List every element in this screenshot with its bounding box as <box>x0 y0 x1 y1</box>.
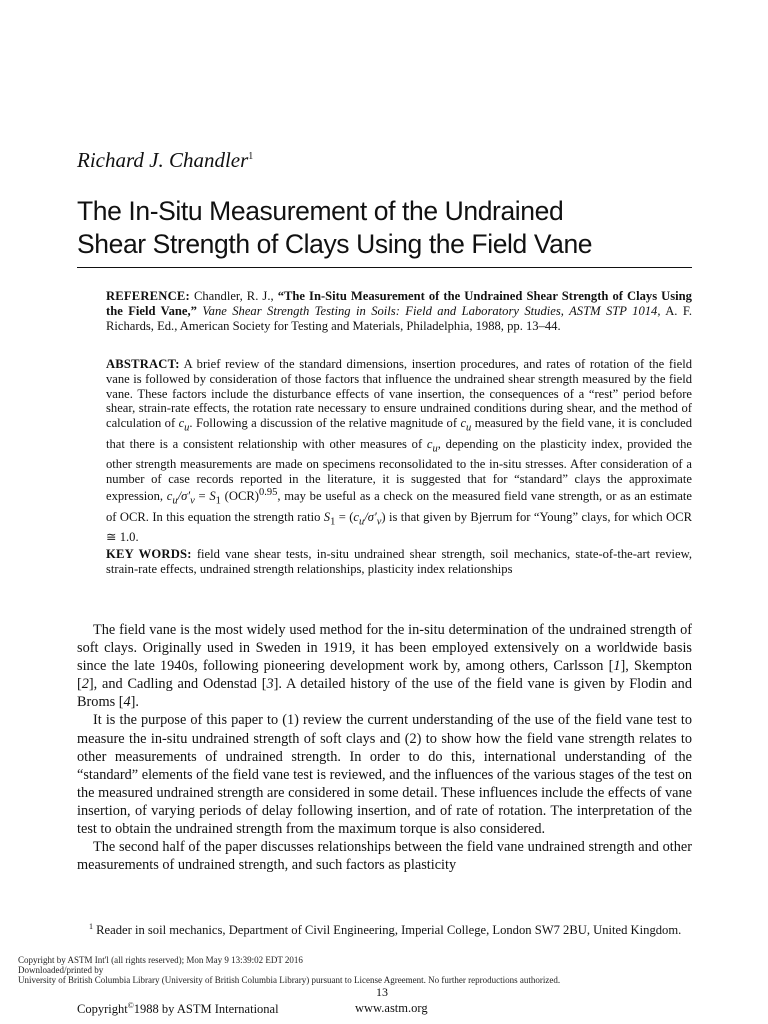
math-subscript: v <box>376 516 382 528</box>
math-symbol: c <box>166 489 173 504</box>
page-number: 13 <box>376 985 388 999</box>
math-symbol: c <box>460 416 467 431</box>
paragraph-text: ], Skempton [ <box>77 658 692 693</box>
reference-text: Chandler, R. J., <box>189 289 278 303</box>
footnote-mark: 1 <box>89 922 93 931</box>
math-symbol: c <box>426 436 433 451</box>
title-divider <box>77 267 692 268</box>
math-subscript: 1 <box>215 496 221 508</box>
math-exponent: 0.95 <box>258 487 278 499</box>
body-text <box>77 621 692 874</box>
body-paragraph-2: It is the purpose of this paper to (1) review the current understanding of the use of the field vane test to measure the in-situ undrained strength of soft clays and (2) to show how the field vane strength relates to other measurements of undrained strength. In order to do this, international understanding of the “standard” elements of the field vane test is reviewed, and the influences of the various stages of the test on the measured undrained strength are considered in some detail. These influences include the effects of vane insertion, of varying periods of delay following insertion, and of rate of rotation. The interpretation of the test to obtain the undrained strength from the maximum torque is also considered. <box>77 712 692 838</box>
abstract-text: ) is that given by Bjerrum for “Young” clays, for which OCR ≅ 1.0. <box>106 509 693 545</box>
math-subscript: u <box>184 422 190 434</box>
reference-label: REFERENCE: <box>106 289 190 303</box>
notice-line-1: Copyright by ASTM Int'l (all rights reserved); Mon May 9 13:39:02 EDT 2016 <box>18 955 303 965</box>
title-line-1: The In-Situ Measurement of the Undrained <box>77 196 564 226</box>
math-symbol: S <box>209 489 216 504</box>
paragraph-text: The field vane is the most widely used method for the in-situ determination of the undrained strength of soft clays. Originally used in Sweden in 1919, it has been employed extensively on a worldwide basis since the late 1940s, following pioneering development work by, among others, Carlsson [ <box>77 622 692 675</box>
math-subscript: u <box>172 496 178 508</box>
math-subscript: u <box>466 422 472 434</box>
math-subscript: u <box>359 516 365 528</box>
math-operator: = <box>194 489 210 504</box>
abstract-text: A brief review of the standard dimensions, insertion procedures, and rates of rotation of the field vane is followed by consideration of those factors that influence the undrained shear strength measured by the field vane. These factors include the disturbance effects of vane insertion, the consequences of a “rest” period before shear, strain-rate effects, the rotation rate necessary to ensure undrained conditions during shear, and the method of calculation of <box>106 357 692 431</box>
abstract-text: , depending on the plasticity index, provided the other strength measurements are made on specimens reconsolidated to the in-situ stresses. After consideration of a number of case records reported in the literature, it is suggested that for “standard” clays the approximate expression, <box>106 436 693 504</box>
publisher-url[interactable]: www.astm.org <box>355 1001 428 1015</box>
footnote-text: Reader in soil mechanics, Department of Civil Engineering, Imperial College, London SW7 2BU, United Kingdom. <box>93 923 682 938</box>
reference-book-title: Vane Shear Strength Testing in Soils: Field and Laboratory Studies, ASTM STP 1014, <box>202 303 661 318</box>
math-symbol: c <box>178 416 185 431</box>
math-symbol: /σ′ <box>177 489 191 504</box>
footnote <box>77 919 692 939</box>
citation-ref: 2 <box>81 676 89 693</box>
math-symbol: c <box>353 509 360 524</box>
author-footnote-mark: 1 <box>248 151 254 162</box>
reference-paper-title: “The In-Situ Measurement of the Undrained Shear Strength of Clays Using the Field Vane,” <box>106 289 692 318</box>
download-notice <box>18 955 718 985</box>
paragraph-text: ]. <box>130 694 139 711</box>
citation-ref: 1 <box>613 658 621 675</box>
math-symbol: S <box>323 509 331 524</box>
footnote-line <box>77 919 692 939</box>
copyright-text: Copyright <box>77 1002 128 1017</box>
keywords-block <box>106 547 692 577</box>
paper-title <box>77 195 717 261</box>
notice-line-2: Downloaded/printed by <box>18 965 104 975</box>
math-subscript: v <box>190 496 195 508</box>
notice-line-3: University of British Columbia Library (University of British Columbia Library) pursuant to License Agreement. No further reproductions authorized. <box>18 975 561 985</box>
math-symbol: /σ′ <box>364 509 377 524</box>
abstract-text: measured by the field vane, it is concluded that there is a consistent relationship with other measures of <box>106 416 692 451</box>
reference-block <box>106 289 692 333</box>
abstract-label: ABSTRACT: <box>106 357 180 371</box>
paragraph-text: ]. A detailed history of the use of the field vane is given by Flodin and Broms [ <box>77 676 692 711</box>
title-line-2: Shear Strength of Clays Using the Field Vane <box>77 229 593 259</box>
abstract-text: = ( <box>335 509 354 524</box>
abstract-block <box>106 357 692 545</box>
copyright-notice <box>77 1001 279 1017</box>
keywords-text: field vane shear tests, in-situ undrained shear strength, soil mechanics, state-of-the-art review, strain-rate effects, undrained strength relationships, plasticity index relationships <box>106 547 692 576</box>
abstract-text: , may be useful as a check on the measured field vane strength, or as an estimate of OCR. In this equation the strength ratio <box>106 489 692 524</box>
citation-ref: 4 <box>123 694 131 711</box>
reference-text: A. F. Richards, Ed., American Society for Testing and Materials, Philadelphia, 1988, pp. 13–44. <box>106 303 692 333</box>
copyright-symbol: © <box>127 1001 134 1010</box>
citation-ref: 3 <box>266 676 274 693</box>
paragraph-text: ], and Cadling and Odenstad [ <box>88 676 267 693</box>
math-subscript: 1 <box>330 516 336 528</box>
copyright-text: 1988 by ASTM International <box>133 1002 279 1017</box>
body-paragraph-3: The second half of the paper discusses relationships between the field vane undrained strength and other measurements of undrained strength, and such factors as plasticity <box>77 839 692 874</box>
author-name <box>77 148 253 173</box>
body-paragraph-1 <box>77 621 692 711</box>
math-subscript: u <box>432 443 438 455</box>
author-text: Richard J. Chandler <box>77 148 249 172</box>
math-term: (OCR) <box>220 489 259 504</box>
keywords-label: KEY WORDS: <box>106 547 192 561</box>
abstract-text: . Following a discussion of the relative magnitude of <box>189 416 461 431</box>
